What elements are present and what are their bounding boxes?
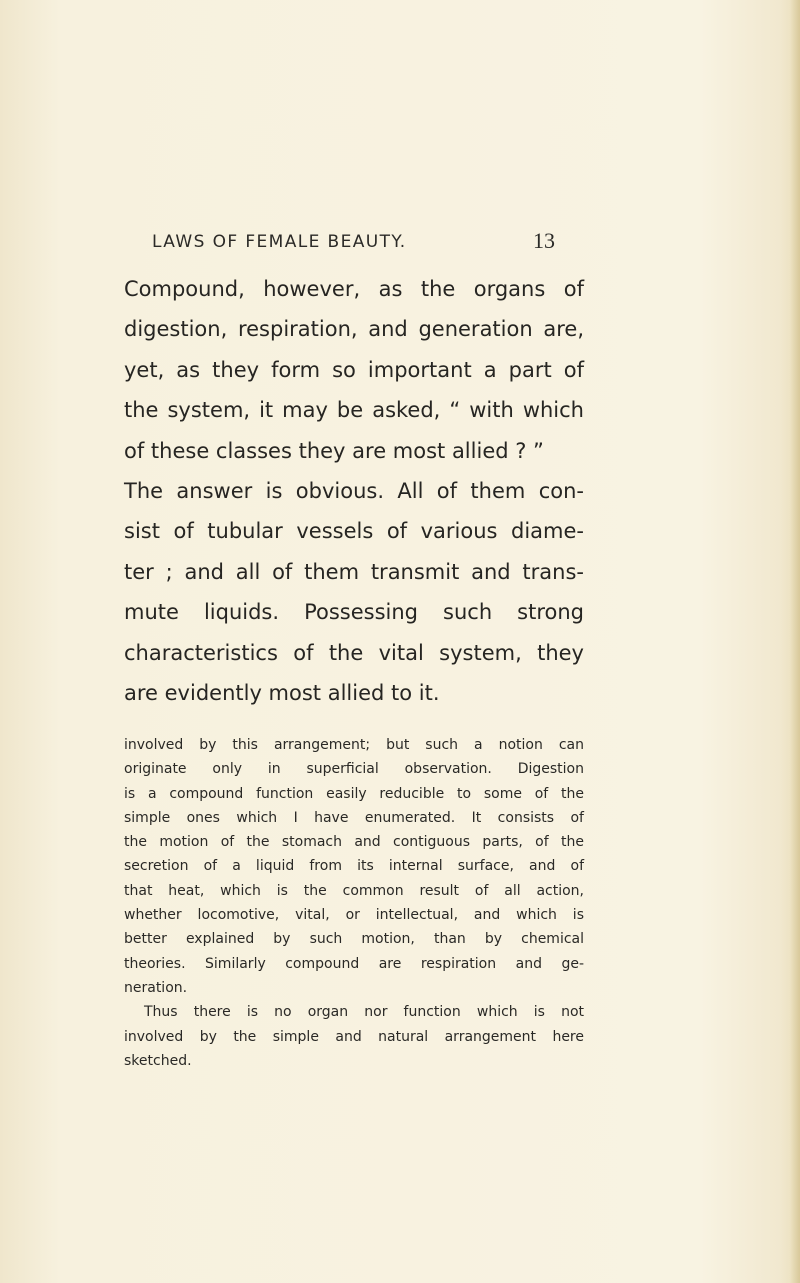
main-text-line: mute liquids. Possessing such strong (124, 600, 584, 625)
main-text-line: sist of tubular vessels of various diame- (124, 519, 584, 544)
main-text-line: characteristics of the vital system, they (124, 640, 584, 665)
footnote-line: better explained by such motion, than by chemical (124, 931, 584, 948)
main-text-line: are evidently most allied to it. (124, 681, 440, 706)
main-text-line: digestion, respiration, and generation are, (124, 317, 584, 342)
running-head-title: LAWS OF FEMALE BEAUTY. (152, 232, 407, 252)
main-text-line: The answer is obvious. All of them con- (124, 479, 584, 504)
footnote-line: the motion of the stomach and contiguous parts, of the (124, 834, 584, 851)
footnote-line: originate only in superficial observation. Digestion (124, 761, 584, 778)
footnote-line: involved by the simple and natural arrangement here (124, 1028, 584, 1045)
footnote-line: that heat, which is the common result of all action, (124, 882, 584, 899)
main-paragraph (124, 269, 584, 713)
footnote-line: theories. Similarly compound are respiration and ge- (124, 955, 584, 972)
main-text-line: the system, it may be asked, “ with which (124, 398, 584, 423)
footnote-line: simple ones which I have enumerated. It consists of (124, 809, 584, 826)
footnote-line: is a compound function easily reducible to some of the (124, 785, 584, 802)
page-number: 13 (533, 228, 555, 253)
main-text-line: of these classes they are most allied ? ” (124, 438, 544, 463)
main-text-line: Compound, however, as the organs of (124, 277, 584, 301)
footnote-line: Thus there is no organ nor function which is not (144, 1004, 584, 1021)
running-head (140, 220, 580, 260)
footnote-line: sketched. (124, 1052, 192, 1069)
footnote-line: involved by this arrangement; but such a notion can (124, 737, 584, 753)
main-text-line: yet, as they form so important a part of (124, 357, 584, 382)
footnote-line: neration. (124, 979, 188, 996)
footnote-block (124, 733, 584, 1073)
footnote-line: secretion of a liquid from its internal surface, and of (124, 858, 584, 875)
footnote-line: whether locomotive, vital, or intellectual, and which is (124, 907, 584, 924)
page-edge-shadow (790, 0, 800, 1283)
main-text-line: ter ; and all of them transmit and trans- (124, 559, 584, 584)
